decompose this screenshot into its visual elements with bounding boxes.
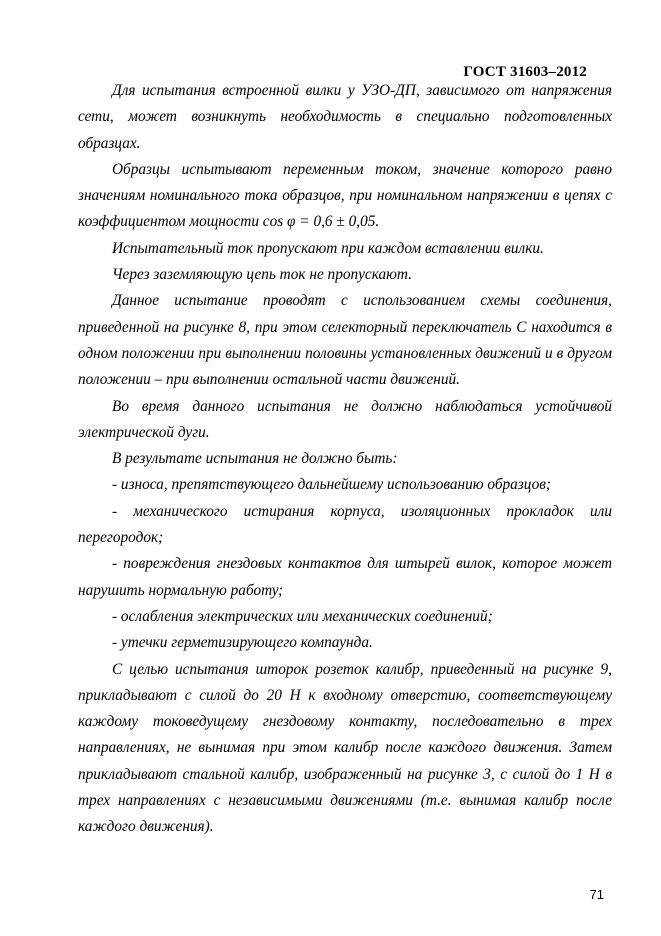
list-item-contact-damage: - повреждения гнездовых контактов для штырей вилок, которое может нарушить нормальную работу; xyxy=(78,555,612,599)
body-text xyxy=(78,78,612,841)
list-item-compound-leak: - утечки герметизирующего компаунда. xyxy=(112,634,373,652)
standard-code-header: ГОСТ 31603–2012 xyxy=(463,64,587,80)
paragraph-earthing-circuit: Через заземляющую цепь ток не пропускают. xyxy=(112,266,412,284)
paragraph-built-in-plug: Для испытания встроенной вилки у УЗО-ДП, зависимого от напряжения сети, может возникнуть необходимость в специально подготовленных образцах. xyxy=(78,82,612,152)
paragraph-result-heading: В результате испытания не должно быть: xyxy=(112,450,398,468)
paragraph-shutter-gauge-test: С целью испытания шторок розеток калибр, приведенный на рисунке 9, прикладывают с силой до 20 Н к входному отверстию, соответствующему каждому токоведущему гнездовому контакту, последовательно в трех направлениях, не вынимая при этом калибр после каждого движения. Затем прикладывают стальной калибр, изображенный на рисунке 3, с силой до 1 Н в трех направлениях с независимыми движениями (т.е. вынимая калибр после каждого движения). xyxy=(78,660,612,836)
list-item-abrasion: - механического истирания корпуса, изоляционных прокладок или перегородок; xyxy=(78,502,612,547)
list-item-wear: - износа, препятствующего дальнейшему использованию образцов; xyxy=(112,476,551,494)
paragraph-no-arc: Во время данного испытания не должно наблюдаться устойчивой электрической дуги. xyxy=(78,397,612,441)
paragraph-selector-switch: Данное испытание проводят с использованием схемы соединения, приведенной на рисунке 8, при этом селекторный переключатель С находится в одном положении при выполнении половины установленных движений и в другом положении – при выполнении остальной части движений. xyxy=(78,292,612,389)
paragraph-ac-test-current: Образцы испытывают переменным током, значение которого равно значениям номинального тока образцов, при номинальном напряжении в цепях с коэффициентом мощности cos φ = 0,6 ± 0,05. xyxy=(78,160,612,231)
paragraph-test-current-each-insertion: Испытательный ток пропускают при каждом вставлении вилки. xyxy=(112,239,544,257)
list-item-loosening: - ослабления электрических или механических соединений; xyxy=(112,607,493,625)
page-number: 71 xyxy=(589,887,604,902)
